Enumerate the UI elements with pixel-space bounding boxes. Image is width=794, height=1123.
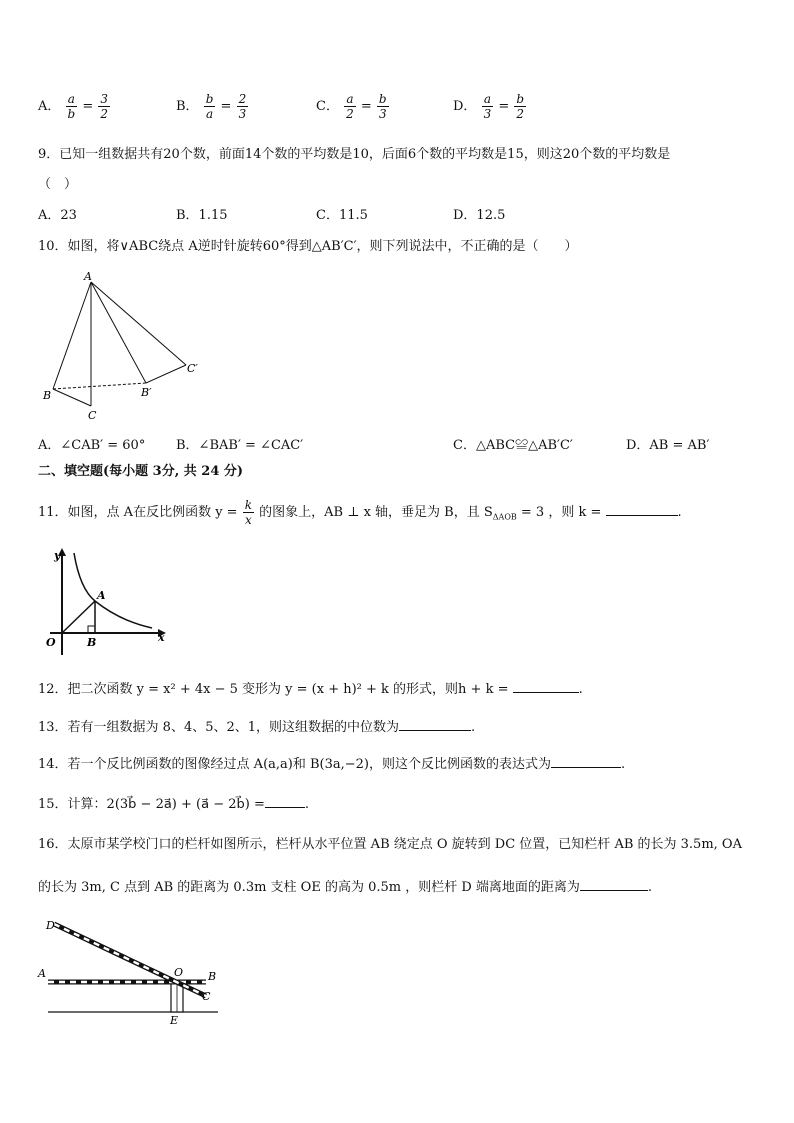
label-b-prime: B′ — [141, 386, 152, 399]
label-a: A — [84, 270, 92, 283]
q10-option-c: C．△ABC≌△AB′C′ — [453, 438, 573, 453]
q16-barrier-figure — [34, 912, 224, 1030]
hyperbola-curve — [74, 553, 152, 628]
section-2-title: 二、填空题(每小题 3分, 共 24 分) — [38, 464, 244, 479]
q15-answer-blank[interactable] — [265, 795, 305, 808]
q16-answer-blank[interactable] — [580, 878, 648, 891]
label-b: B — [208, 970, 217, 983]
q10-option-b: B．∠BAB′ = ∠CAC′ — [176, 438, 304, 453]
q11-stem: 11．如图，点 A在反比例函数 y = $\frac{k}{x}$ 的图象上，AB ⊥ x 轴，垂足为 B，且 $S_{\Delta AOB} = 3$ ，则 k = . — [38, 498, 682, 527]
label-d: D — [46, 919, 55, 932]
q11-answer-blank[interactable] — [606, 503, 678, 516]
segment-oa — [62, 601, 95, 633]
edge-ab1 — [91, 282, 146, 383]
q9-option-d: D．12.5 — [453, 208, 506, 223]
label-a: A — [38, 967, 46, 980]
q9-stem: 9．已知一组数据共有20个数，前面14个数的平均数是10，后面6个数的平均数是15，则这20个数的平均数是 — [38, 147, 671, 162]
q16-stem-line1: 16．太原市某学校门口的栏杆如图所示，栏杆从水平位置 AB 绕定点 O 旋转到 DC 位置，已知栏杆 AB 的长为 3.5m, OA — [38, 837, 742, 852]
q13-stem: 13．若有一组数据为 8、4、5、2、1，则这组数据的中位数为 . — [38, 720, 476, 735]
q14-answer-blank[interactable] — [551, 755, 621, 768]
q9-paren: （ ） — [38, 177, 78, 192]
edge-ac1 — [91, 282, 186, 365]
q14-stem: 14．若一个反比例函数的图像经过点 A(a,a)和 B(3a,−2)，则这个反比例函数的表达式为 . — [38, 757, 626, 772]
q11-graph-figure — [40, 545, 175, 660]
q8-option-c: C． $\frac{a}{2}$ = $\frac{b}{3}$ — [316, 92, 387, 121]
q9-option-b: B．1.15 — [176, 208, 228, 223]
q9-option-a: A．23 — [38, 208, 77, 223]
label-c: C — [202, 990, 211, 1003]
q12-answer-blank[interactable] — [513, 680, 579, 693]
edge-ab — [53, 282, 91, 389]
q9-option-c: C．11.5 — [316, 208, 368, 223]
label-c-prime: C′ — [187, 362, 198, 375]
q12-stem: 12．把二次函数 y = x² + 4x − 5 变形为 y = (x + h)² + k 的形式，则h + k = . — [38, 682, 583, 697]
label-y: y — [54, 549, 61, 562]
label-c: C — [88, 409, 97, 422]
q8-option-b: B． $\frac{b}{a}$ = $\frac{2}{3}$ — [176, 92, 247, 121]
q8-option-d: D． $\frac{a}{3}$ = $\frac{b}{2}$ — [453, 92, 525, 121]
q10-option-d: D．AB = AB′ — [626, 438, 710, 453]
edge-bc — [53, 389, 91, 406]
q10-triangle-figure — [40, 270, 210, 425]
q8-option-a: A． $\frac{a}{b}$ = $\frac{3}{2}$ — [38, 92, 109, 121]
label-o: O — [174, 966, 184, 979]
edge-b1c1 — [146, 365, 186, 383]
right-angle-mark — [88, 626, 95, 633]
label-e: E — [170, 1014, 179, 1027]
q15-stem: 15．计算：2(3b⃗ − 2a⃗) + (a⃗ − 2b⃗) = . — [38, 797, 309, 812]
q13-answer-blank[interactable] — [399, 718, 471, 731]
label-x: x — [158, 631, 165, 644]
q10-option-a: A．∠CAB′ = 60° — [38, 438, 146, 453]
q10-stem: 10．如图，将∨ABC绕点 A逆时针旋转60°得到△AB′C′，则下列说法中，不正确的是（ ） — [38, 239, 578, 254]
label-a: A — [97, 589, 106, 602]
q16-stem-line2: 的长为 3m, C 点到 AB 的距离为 0.3m 支柱 OE 的高为 0.5m ，则栏杆 D 端离地面的距离为 . — [38, 880, 653, 895]
label-o: O — [46, 636, 56, 649]
label-b: B — [43, 389, 52, 402]
edge-bb1-dashed — [53, 383, 146, 389]
label-b: B — [87, 636, 97, 649]
